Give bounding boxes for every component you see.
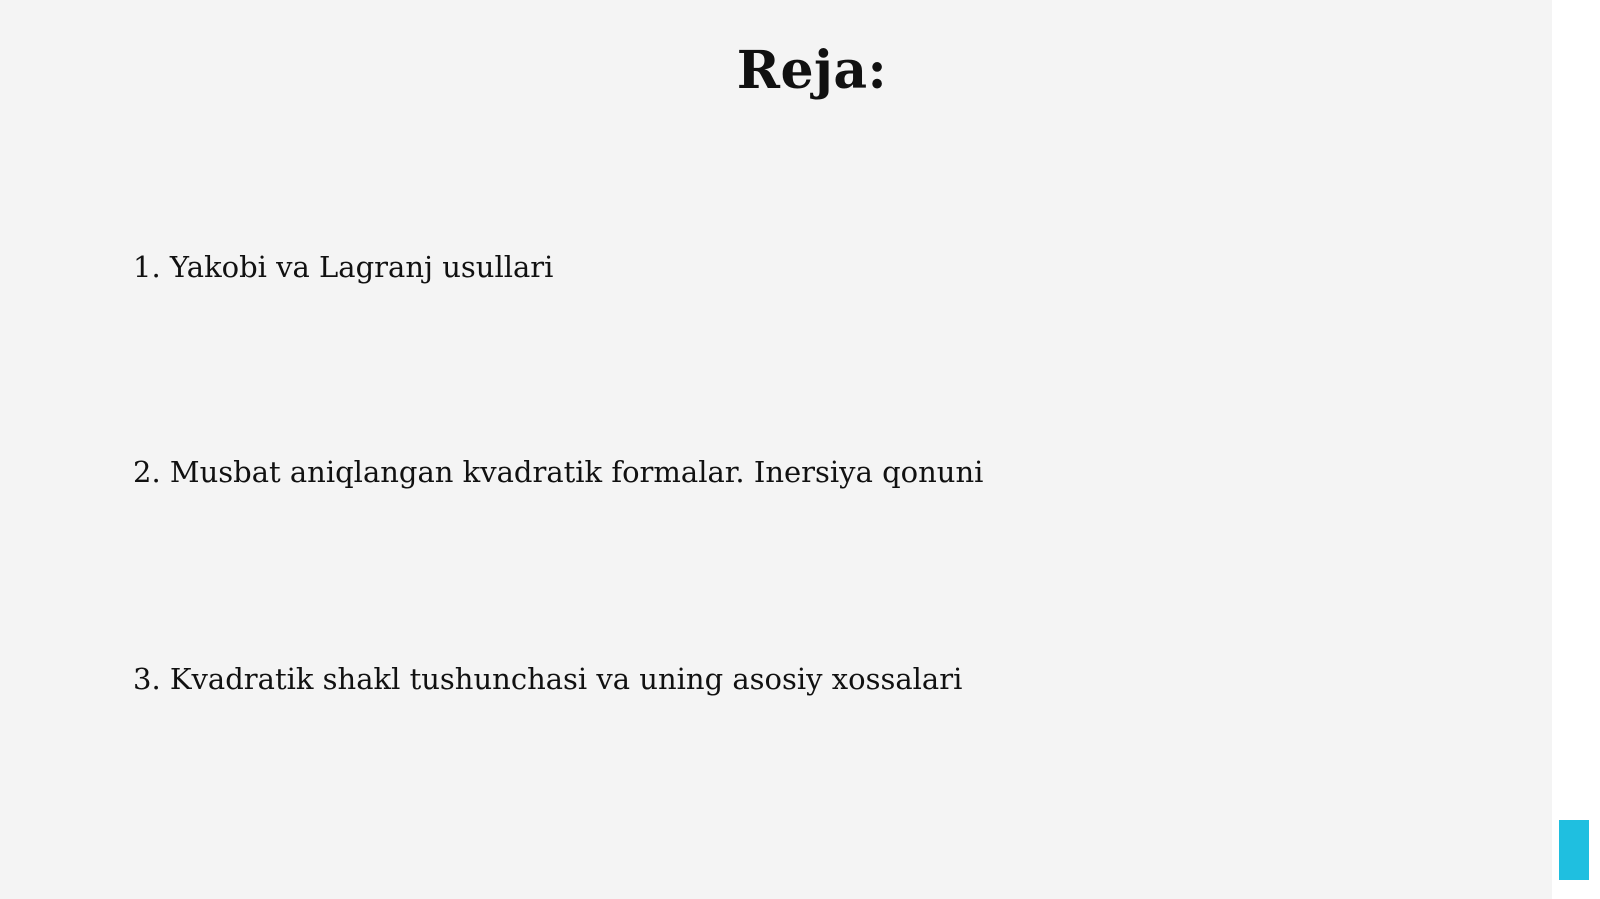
slide-title: Reja: bbox=[736, 40, 888, 101]
plan-item-2: 2. Musbat aniqlangan kvadratik formalar. Inersiya qonuni bbox=[133, 455, 984, 489]
plan-item-1: 1. Yakobi va Lagranj usullari bbox=[133, 250, 554, 284]
scrollbar-thumb[interactable] bbox=[1559, 820, 1589, 880]
scrollbar-track[interactable] bbox=[1552, 0, 1600, 899]
plan-item-3: 3. Kvadratik shakl tushunchasi va uning asosiy xossalari bbox=[133, 662, 963, 696]
